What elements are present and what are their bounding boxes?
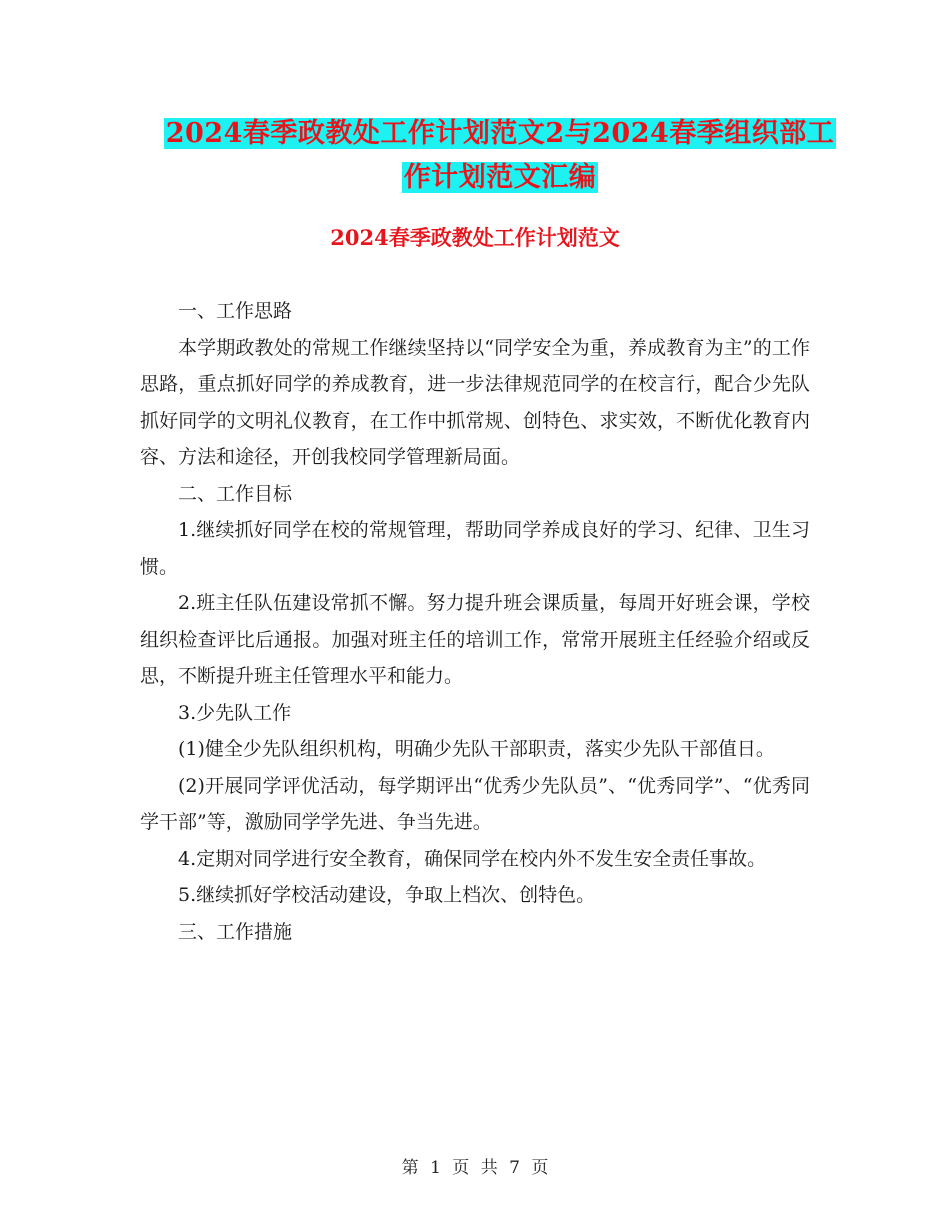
section-title: 2024春季政教处工作计划范文 [330,225,620,250]
paragraph: (2)开展同学评优活动，每学期评出“优秀少先队员”、“优秀同学”、“优秀同学干部”等，激励同学学先进、争当先进。 [140,774,810,833]
body-text [140,293,810,950]
paragraph: 4.定期对同学进行安全教育，确保同学在校内外不发生安全责任事故。 [178,847,767,870]
heading-work-goals: 二、工作目标 [178,482,293,505]
paragraph: (1)健全少先队组织机构，明确少先队干部职责，落实少先队干部值日。 [178,738,775,760]
heading-work-approach: 一、工作思路 [178,300,293,322]
paragraph: 本学期政教处的常规工作继续坚持以“同学安全为重，养成教育为主”的工作思路，重点抓好同学的养成教育，进一步法律规范同学的在校言行，配合少先队抓好同学的文明礼仪教育，在工作中抓常规、创特色、求实效，不断优化教育内容、方法和途径，开创我校同学管理新局面。 [140,336,810,468]
heading-work-measures: 三、工作措施 [178,920,293,943]
page-number-footer: 第 1 页 共 7 页 [401,1158,549,1178]
paragraph: 1.继续抓好同学在校的常规管理，帮助同学养成良好的学习、纪律、卫生习惯。 [140,519,810,578]
document-title [140,112,860,200]
title-line-2: 作计划范文汇编 [403,162,597,193]
paragraph: 3.少先队工作 [178,701,292,724]
paragraph: 2.班主任队伍建设常抓不懈。努力提升班会课质量，每周开好班会课，学校组织检查评比后通报。加强对班主任的培训工作，常常开展班主任经验介绍或反思，不断提升班主任管理水平和能力。 [140,592,810,687]
title-line-1: 2024春季政教处工作计划范文2与2024春季组织部工 [165,118,835,149]
paragraph: 5.继续抓好学校活动建设，争取上档次、创特色。 [178,884,596,906]
